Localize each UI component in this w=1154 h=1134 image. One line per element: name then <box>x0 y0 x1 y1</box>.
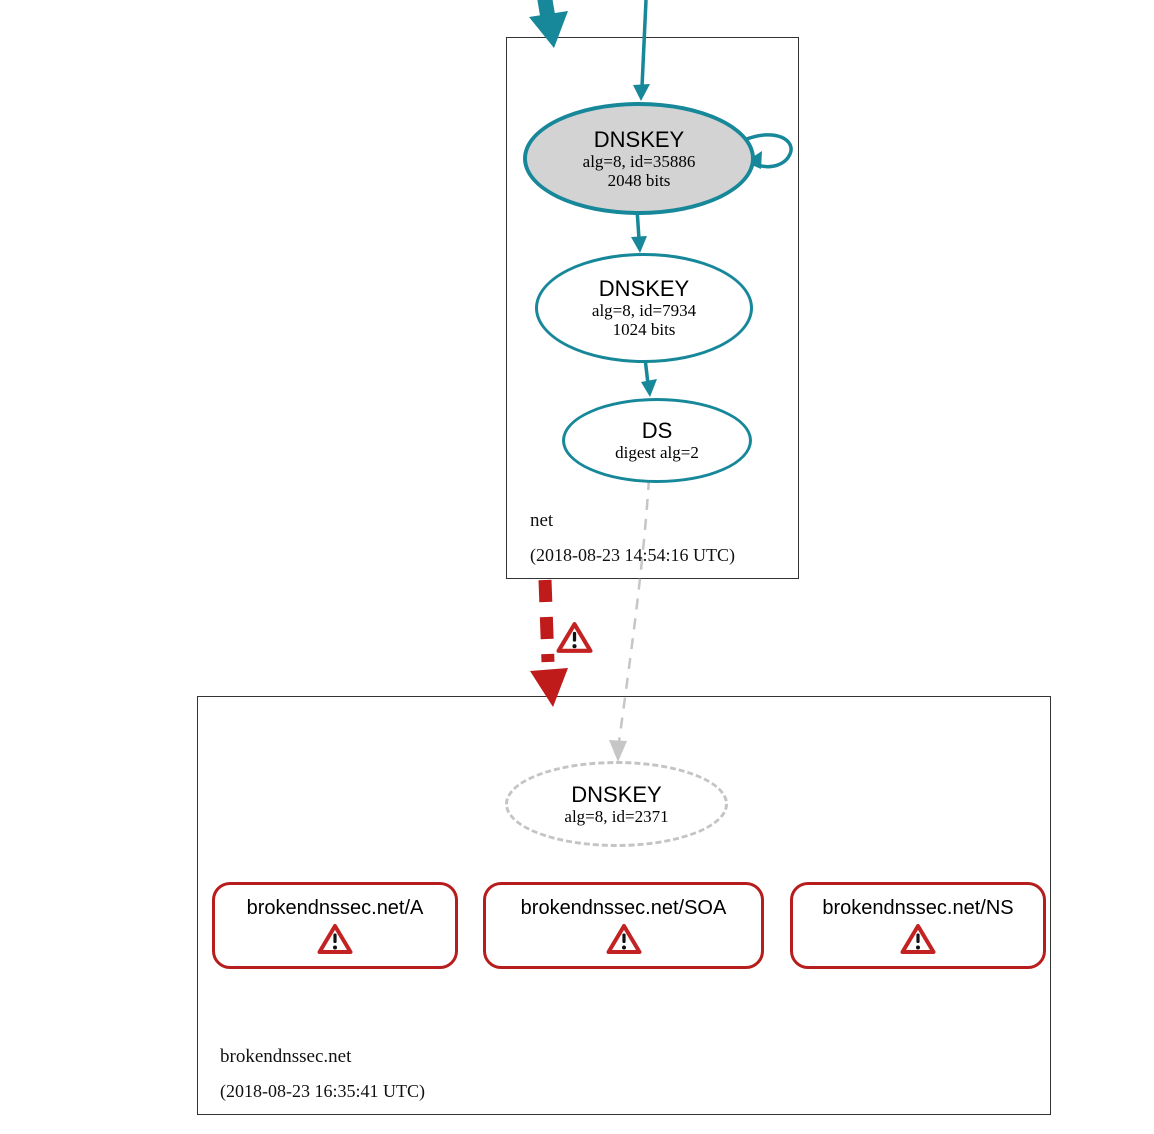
node-title: DNSKEY <box>598 276 690 301</box>
node-detail: alg=8, id=35886 <box>582 151 696 171</box>
rrset-label: brokendnssec.net/NS <box>822 896 1014 919</box>
node-title: DNSKEY <box>593 126 685 152</box>
node-detail: alg=8, id=7934 <box>591 301 697 320</box>
node-title: DS <box>641 418 673 443</box>
rrset-brokendnssec-net-a[interactable] <box>212 882 458 969</box>
zone-label-brokendnssec-net: brokendnssec.net <box>220 1046 352 1067</box>
node-detail: digest alg=2 <box>615 443 699 462</box>
zone-timestamp-brokendnssec-net: (2018-08-23 16:35:41 UTC) <box>220 1081 425 1101</box>
warning-icon <box>317 923 353 955</box>
warning-icon <box>556 620 593 655</box>
node-detail: 2048 bits <box>607 170 671 190</box>
warning-icon <box>606 923 642 955</box>
zone-timestamp-net: (2018-08-23 14:54:16 UTC) <box>530 545 735 565</box>
warning-icon <box>900 923 936 955</box>
rrset-brokendnssec-net-ns[interactable] <box>790 882 1046 969</box>
rrset-label: brokendnssec.net/SOA <box>520 896 727 919</box>
node-detail: alg=8, id=2371 <box>564 806 669 826</box>
node-brokendnssec-dnskey[interactable] <box>505 761 728 847</box>
node-net-zsk-dnskey[interactable] <box>535 253 753 363</box>
node-net-ksk-dnskey[interactable] <box>523 102 755 215</box>
node-detail: 1024 bits <box>612 320 676 339</box>
rrset-label: brokendnssec.net/A <box>246 896 424 919</box>
node-net-ds[interactable] <box>562 398 752 483</box>
zone-label-net: net <box>530 510 554 531</box>
rrset-brokendnssec-net-soa[interactable] <box>483 882 764 969</box>
node-title: DNSKEY <box>571 781 662 807</box>
